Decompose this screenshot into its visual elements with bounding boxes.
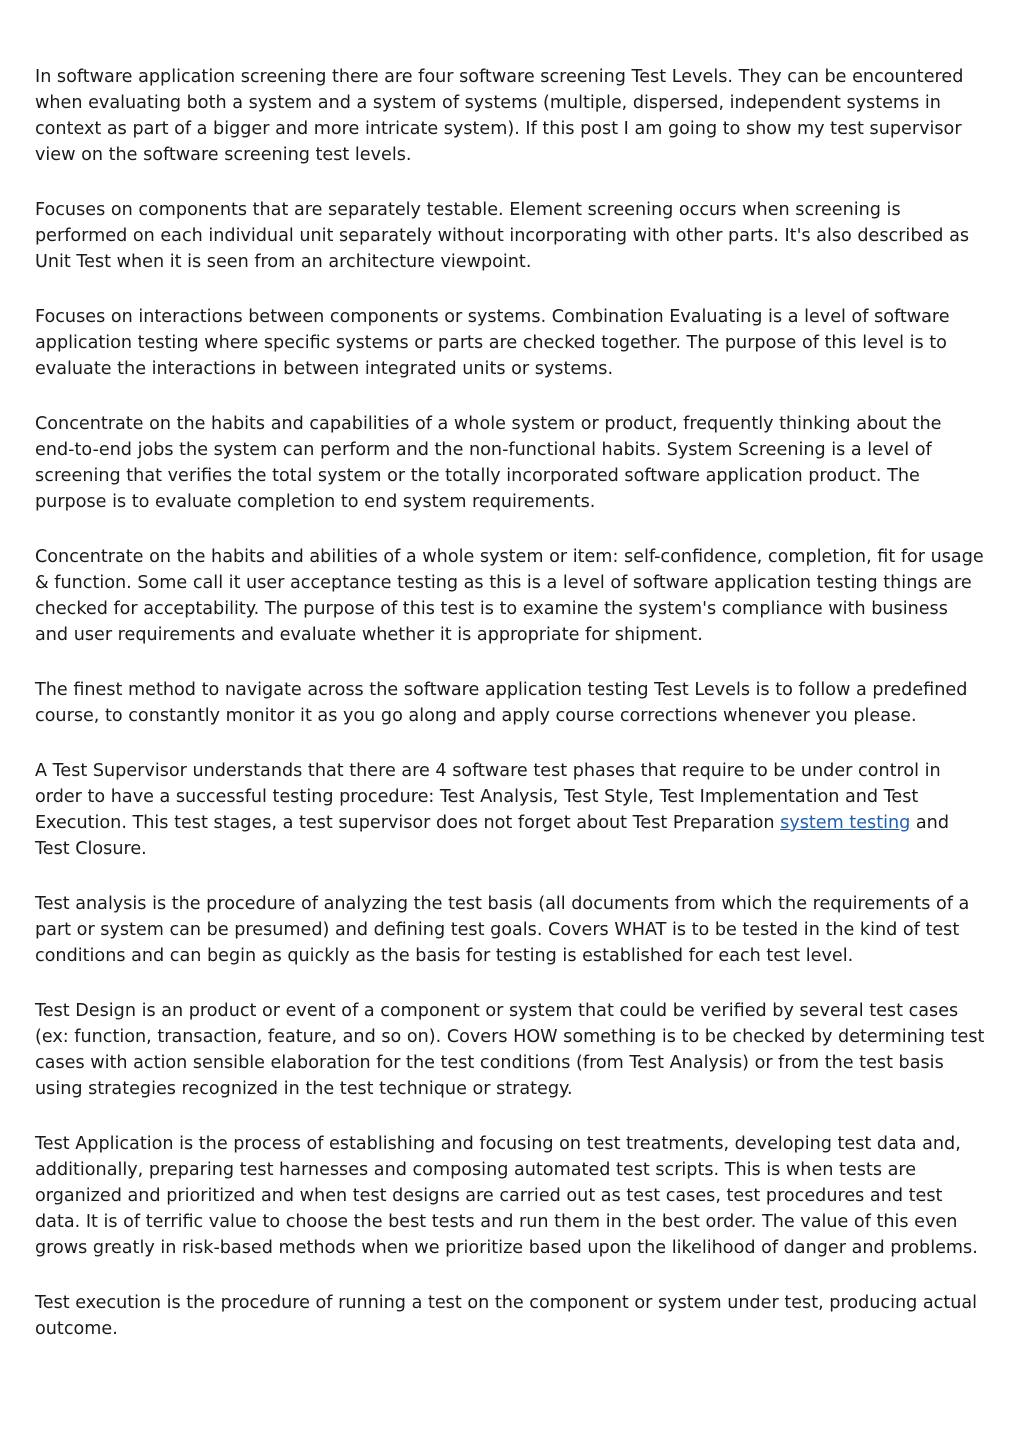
system-testing-paragraph: Concentrate on the habits and capabilities of a whole system or product, frequently thinking about the end-to-end jobs the system can perform and the non-functional habits. System Screening is a level of screening that verifies the total system or the totally incorporated software application product. The purpose is to evaluate completion to end system requirements. bbox=[35, 414, 942, 512]
system-testing-link[interactable]: system testing bbox=[780, 813, 911, 833]
navigation-paragraph: The finest method to navigate across the software application testing Test Levels is to follow a predefined course, to constantly monitor it as you go along and apply course corrections whenever you please. bbox=[35, 680, 968, 726]
test-phases-paragraph bbox=[35, 758, 985, 862]
component-testing-paragraph: Focuses on components that are separately testable. Element screening occurs when screening is performed on each individual unit separately without incorporating with other parts. It's also described as Unit Test when it is seen from an architecture viewpoint. bbox=[35, 200, 970, 272]
integration-testing-paragraph: Focuses on interactions between components or systems. Combination Evaluating is a level of software application testing where specific systems or parts are checked together. The purpose of this level is to evaluate the interactions in between integrated units or systems. bbox=[35, 307, 950, 379]
test-analysis-paragraph: Test analysis is the procedure of analyzing the test basis (all documents from which the requirements of a part or system can be presumed) and defining test goals. Covers WHAT is to be tested in the kind of test conditions and can begin as quickly as the basis for testing is established for each test level. bbox=[35, 894, 970, 966]
test-phases-text-before: A Test Supervisor understands that there are 4 software test phases that require to be under control in order to have a successful testing procedure: Test Analysis, Test Style, Test Implementation and Test Execution. This test stages, a test supervisor does not forget about Test Preparation bbox=[35, 761, 941, 833]
test-design-paragraph: Test Design is an product or event of a component or system that could be verified by several test cases (ex: function, transaction, feature, and so on). Covers HOW something is to be checked by determining test cases with action sensible elaboration for the test conditions (from Test Analysis) or from the test basis using strategies recognized in the test technique or strategy. bbox=[35, 1001, 985, 1099]
intro-paragraph: In software application screening there are four software screening Test Levels. They can be encountered when evaluating both a system and a system of systems (multiple, dispersed, independent systems in context as part of a bigger and more intricate system). If this post I am going to show my test supervisor view on the software screening test levels. bbox=[35, 67, 964, 165]
test-phases-text-after: and Test Closure. bbox=[35, 813, 950, 859]
acceptance-testing-paragraph: Concentrate on the habits and abilities of a whole system or item: self-confidence, completion, fit for usage & function. Some call it user acceptance testing as this is a level of software application testing things are checked for acceptability. The purpose of this test is to examine the system's compliance with business and user requirements and evaluate whether it is appropriate for shipment. bbox=[35, 547, 984, 645]
test-application-paragraph: Test Application is the process of establishing and focusing on test treatments, developing test data and, additionally, preparing test harnesses and composing automated test scripts. This is when tests are organized and prioritized and when test designs are carried out as test cases, test procedures and test data. It is of terrific value to choose the best tests and run them in the best order. The value of this even grows greatly in risk-based methods when we prioritize based upon the likelihood of danger and problems. bbox=[35, 1134, 978, 1258]
test-execution-paragraph: Test execution is the procedure of running a test on the component or system under test, producing actual outcome. bbox=[35, 1293, 978, 1339]
article-body bbox=[35, 64, 985, 1371]
